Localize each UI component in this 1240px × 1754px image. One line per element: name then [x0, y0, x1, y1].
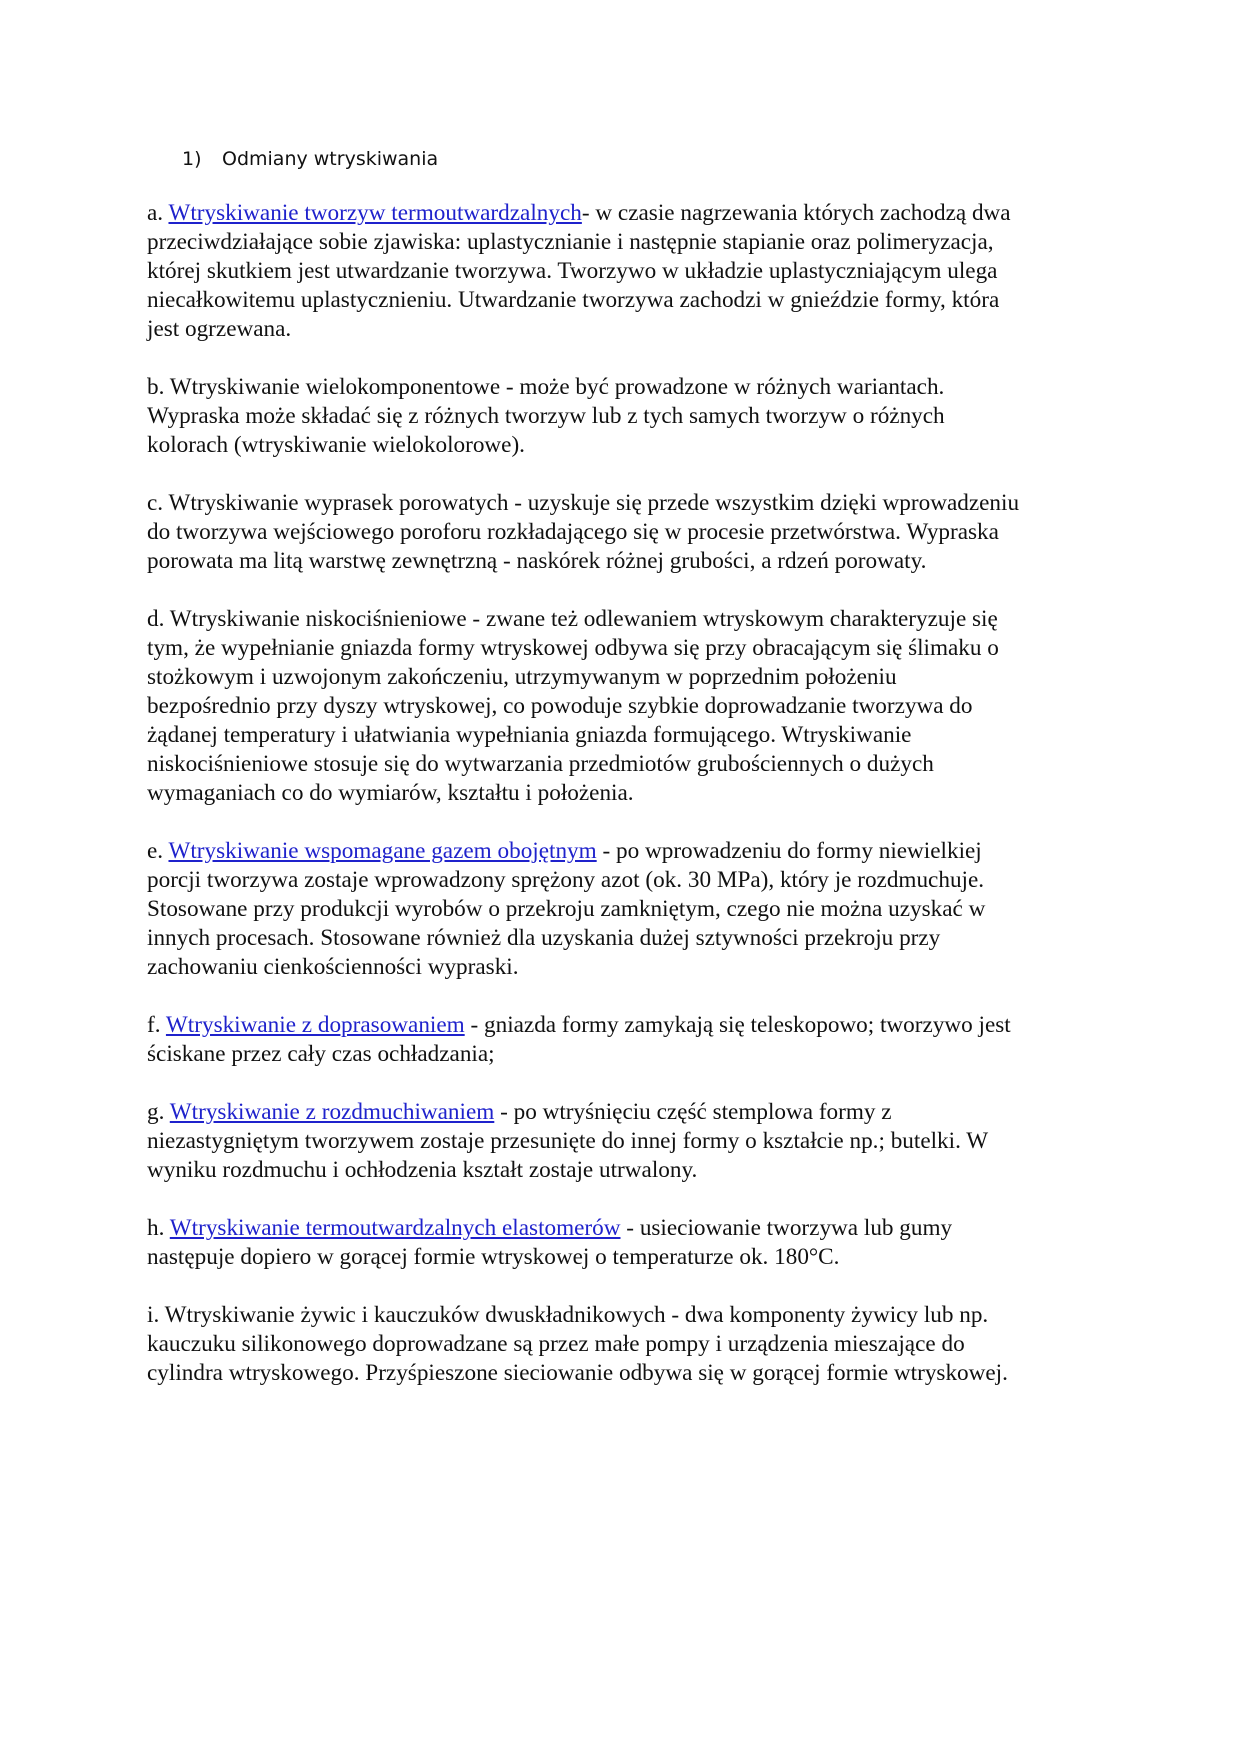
paragraph-e — [147, 837, 1107, 982]
paragraph-line: porcji tworzywa zostaje wprowadzony sprężony azot (ok. 30 MPa), który je rozdmuchuje. — [147, 867, 985, 893]
item-label: g. — [147, 1099, 165, 1125]
paragraph-d — [147, 605, 1107, 808]
paragraph-line: stożkowym i uzwojonym zakończeniu, utrzymywanym w poprzednim położeniu — [147, 664, 897, 690]
paragraph-line: wyniku rozdmuchu i ochłodzenia kształt zostaje utrwalony. — [147, 1157, 698, 1183]
item-label: f. — [147, 1012, 161, 1038]
paragraph-line: kolorach (wtryskiwanie wielokolorowe). — [147, 432, 525, 458]
paragraph-h — [147, 1214, 1107, 1272]
link-gas-assisted-injection[interactable]: Wtryskiwanie wspomagane gazem obojętnym — [168, 838, 597, 864]
paragraph-line: porowata ma litą warstwę zewnętrzną - naskórek różnej grubości, a rdzeń porowaty. — [147, 548, 927, 574]
item-label: a. — [147, 200, 164, 226]
heading-number: 1) — [182, 148, 202, 170]
paragraph-line: Stosowane przy produkcji wyrobów o przekroju zamkniętym, czego nie można uzyskać w — [147, 896, 986, 922]
paragraph-text: - po wprowadzeniu do formy niewielkiej — [596, 838, 982, 864]
paragraph-line: bezpośrednio przy dyszy wtryskowej, co powoduje szybkie doprowadzanie tworzywa do — [147, 693, 973, 719]
paragraph-line: cylindra wtryskowego. Przyśpieszone sieciowanie odbywa się w gorącej formie wtryskowej. — [147, 1360, 1008, 1386]
paragraph-line — [147, 1011, 1107, 1040]
paragraph-line: innych procesach. Stosowane również dla uzyskania dużej sztywności przekroju przy — [147, 925, 941, 951]
paragraph-i — [147, 1301, 1107, 1388]
link-injection-compression[interactable]: Wtryskiwanie z doprasowaniem — [165, 1012, 465, 1038]
paragraph-g — [147, 1098, 1107, 1185]
item-label: e. — [147, 838, 164, 864]
paragraph-line: niezastygniętym tworzywem zostaje przesunięte do innej formy o kształcie np.; butelki. W — [147, 1128, 989, 1154]
paragraph-line: niskociśnieniowe stosuje się do wytwarzania przedmiotów grubościennych o dużych — [147, 751, 934, 777]
paragraph-f — [147, 1011, 1107, 1069]
paragraph-b — [147, 373, 1107, 460]
paragraph-line: wymaganiach co do wymiarów, kształtu i położenia. — [147, 780, 634, 806]
paragraph-text: - po wtryśnięciu część stemplowa formy z — [494, 1099, 892, 1125]
heading-title: Odmiany wtryskiwania — [222, 148, 439, 170]
paragraph-line — [147, 1214, 1107, 1243]
section-heading — [182, 148, 438, 170]
paragraph-line: następuje dopiero w gorącej formie wtryskowej o temperaturze ok. 180°C. — [147, 1244, 840, 1270]
paragraph-line: d. Wtryskiwanie niskociśnieniowe - zwane też odlewaniem wtryskowym charakteryzuje się — [147, 606, 998, 632]
paragraph-line: do tworzywa wejściowego poroforu rozkładającego się w procesie przetwórstwa. Wypraska — [147, 519, 999, 545]
link-thermoset-injection[interactable]: Wtryskiwanie tworzyw termoutwardzalnych — [168, 200, 582, 226]
paragraph-line: kauczuku silikonowego doprowadzane są przez małe pompy i urządzenia mieszające do — [147, 1331, 965, 1357]
paragraph-text: - usieciowanie tworzywa lub gumy — [620, 1215, 953, 1241]
paragraph-line: b. Wtryskiwanie wielokomponentowe - może być prowadzone w różnych wariantach. — [147, 374, 945, 400]
paragraph-a — [147, 199, 1107, 344]
paragraph-line: niecałkowitemu uplastycznieniu. Utwardzanie tworzywa zachodzi w gnieździe formy, która — [147, 287, 1000, 313]
paragraph-line: c. Wtryskiwanie wyprasek porowatych - uzyskuje się przede wszystkim dzięki wprowadzeniu — [147, 490, 1020, 516]
paragraph-text: - w czasie nagrzewania których zachodzą dwa — [581, 200, 1011, 226]
paragraph-line: przeciwdziałające sobie zjawiska: uplastycznianie i następnie stapianie oraz polimeryzacja, — [147, 229, 994, 255]
paragraph-line — [147, 1098, 1107, 1127]
item-label: h. — [147, 1215, 165, 1241]
paragraph-line: której skutkiem jest utwardzanie tworzywa. Tworzywo w układzie uplastyczniającym ulega — [147, 258, 998, 284]
paragraph-line: tym, że wypełnianie gniazda formy wtryskowej odbywa się przy obracającym się ślimaku o — [147, 635, 999, 661]
paragraph-line: ściskane przez cały czas ochładzania; — [147, 1041, 495, 1067]
paragraph-line: Wypraska może składać się z różnych tworzyw lub z tych samych tworzyw o różnych — [147, 403, 945, 429]
document-body — [147, 199, 1107, 1417]
paragraph-line — [147, 199, 1107, 228]
link-injection-blow-molding[interactable]: Wtryskiwanie z rozdmuchiwaniem — [169, 1099, 495, 1125]
paragraph-c — [147, 489, 1107, 576]
paragraph-line — [147, 837, 1107, 866]
paragraph-line: żądanej temperatury i ułatwiania wypełniania gniazda formującego. Wtryskiwanie — [147, 722, 912, 748]
paragraph-line: zachowaniu cienkościenności wypraski. — [147, 954, 519, 980]
link-thermoset-elastomers[interactable]: Wtryskiwanie termoutwardzalnych elastomerów — [169, 1215, 621, 1241]
paragraph-line: i. Wtryskiwanie żywic i kauczuków dwuskładnikowych - dwa komponenty żywicy lub np. — [147, 1302, 989, 1328]
paragraph-line: jest ogrzewana. — [147, 316, 292, 342]
paragraph-text: - gniazda formy zamykają się teleskopowo; tworzywo jest — [464, 1012, 1011, 1038]
